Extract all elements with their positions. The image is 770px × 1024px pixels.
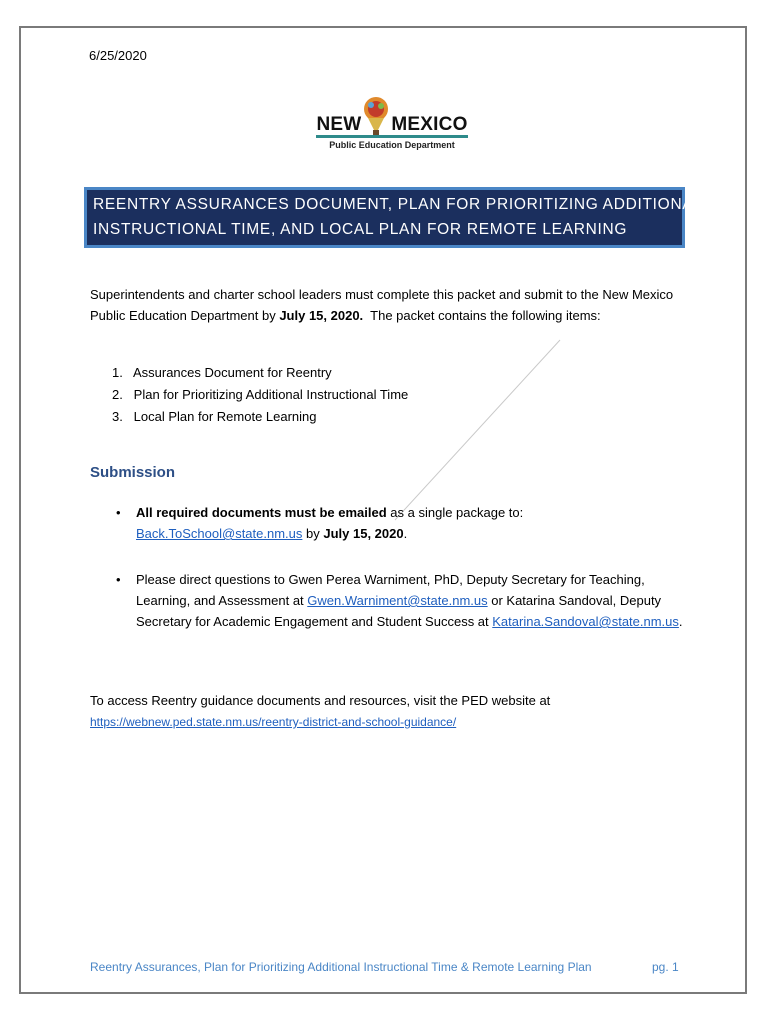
submission-heading: Submission (90, 464, 176, 481)
bullet1-end: . (403, 526, 408, 541)
logo-rule (316, 135, 468, 138)
page-number: pg. 1 (652, 960, 679, 974)
logo-word-mexico: MEXICO (391, 114, 468, 135)
outro-paragraph (90, 690, 690, 733)
title-line-1: REENTRY ASSURANCES DOCUMENT, PLAN FOR PRIORITIZING ADDITIONAL (93, 196, 703, 213)
bullet2-text1: Please direct questions to Gwen Perea Warniment, PhD, Deputy Secretary for Teaching, Learning, and Assessment at (136, 572, 645, 608)
backtoschool-email-link[interactable]: Back.ToSchool@state.nm.us (136, 526, 303, 541)
list-item: 3. Local Plan for Remote Learning (112, 409, 317, 424)
ped-website-link[interactable]: https://webnew.ped.state.nm.us/reentry-district-and-school-guidance/ (90, 715, 457, 729)
bullet2-text2: or Katarina Sandoval, Deputy Secretary for Academic Engagement and Student Success at (136, 593, 662, 629)
bullet-icon: • (116, 572, 121, 587)
list-item: 2. Plan for Prioritizing Additional Instructional Time (112, 387, 409, 402)
bullet2-end: . (678, 614, 683, 629)
logo-subtitle: Public Education Department (329, 140, 455, 150)
logo-word-new: NEW (316, 114, 362, 135)
title-banner (84, 187, 703, 248)
sandoval-email-link[interactable]: Katarina.Sandoval@state.nm.us (492, 614, 679, 629)
intro-deadline: July 15, 2020. (279, 308, 364, 323)
document-date: 6/25/2020 (89, 48, 147, 63)
bullet-icon: • (116, 505, 121, 520)
outro-text: To access Reentry guidance documents and resources, visit the PED website at (90, 693, 551, 708)
submission-bullet-2 (116, 569, 686, 632)
intro-text: Superintendents and charter school leaders must complete this packet and submit to the New Mexico Public Education Department by (90, 287, 674, 323)
intro-text-after: The packet contains the following items: (363, 308, 601, 323)
nmped-logo (312, 96, 472, 158)
logo-wordmark (312, 114, 472, 136)
title-line-2: INSTRUCTIONAL TIME, AND LOCAL PLAN FOR REMOTE LEARNING (93, 221, 628, 238)
bullet1-bold: All required documents must be emailed (136, 505, 387, 520)
bullet1-by: by (302, 526, 324, 541)
bullet1-deadline: July 15, 2020 (323, 526, 404, 541)
bullet1-text: as a single package to: (386, 505, 524, 520)
list-item: 1. Assurances Document for Reentry (112, 365, 332, 380)
intro-paragraph (90, 284, 680, 326)
items-list (112, 362, 408, 428)
submission-bullet-1 (116, 502, 686, 544)
warniment-email-link[interactable]: Gwen.Warniment@state.nm.us (307, 593, 488, 608)
page-footer: Reentry Assurances, Plan for Prioritizing Additional Instructional Time & Remote Learning Plan (90, 960, 592, 974)
